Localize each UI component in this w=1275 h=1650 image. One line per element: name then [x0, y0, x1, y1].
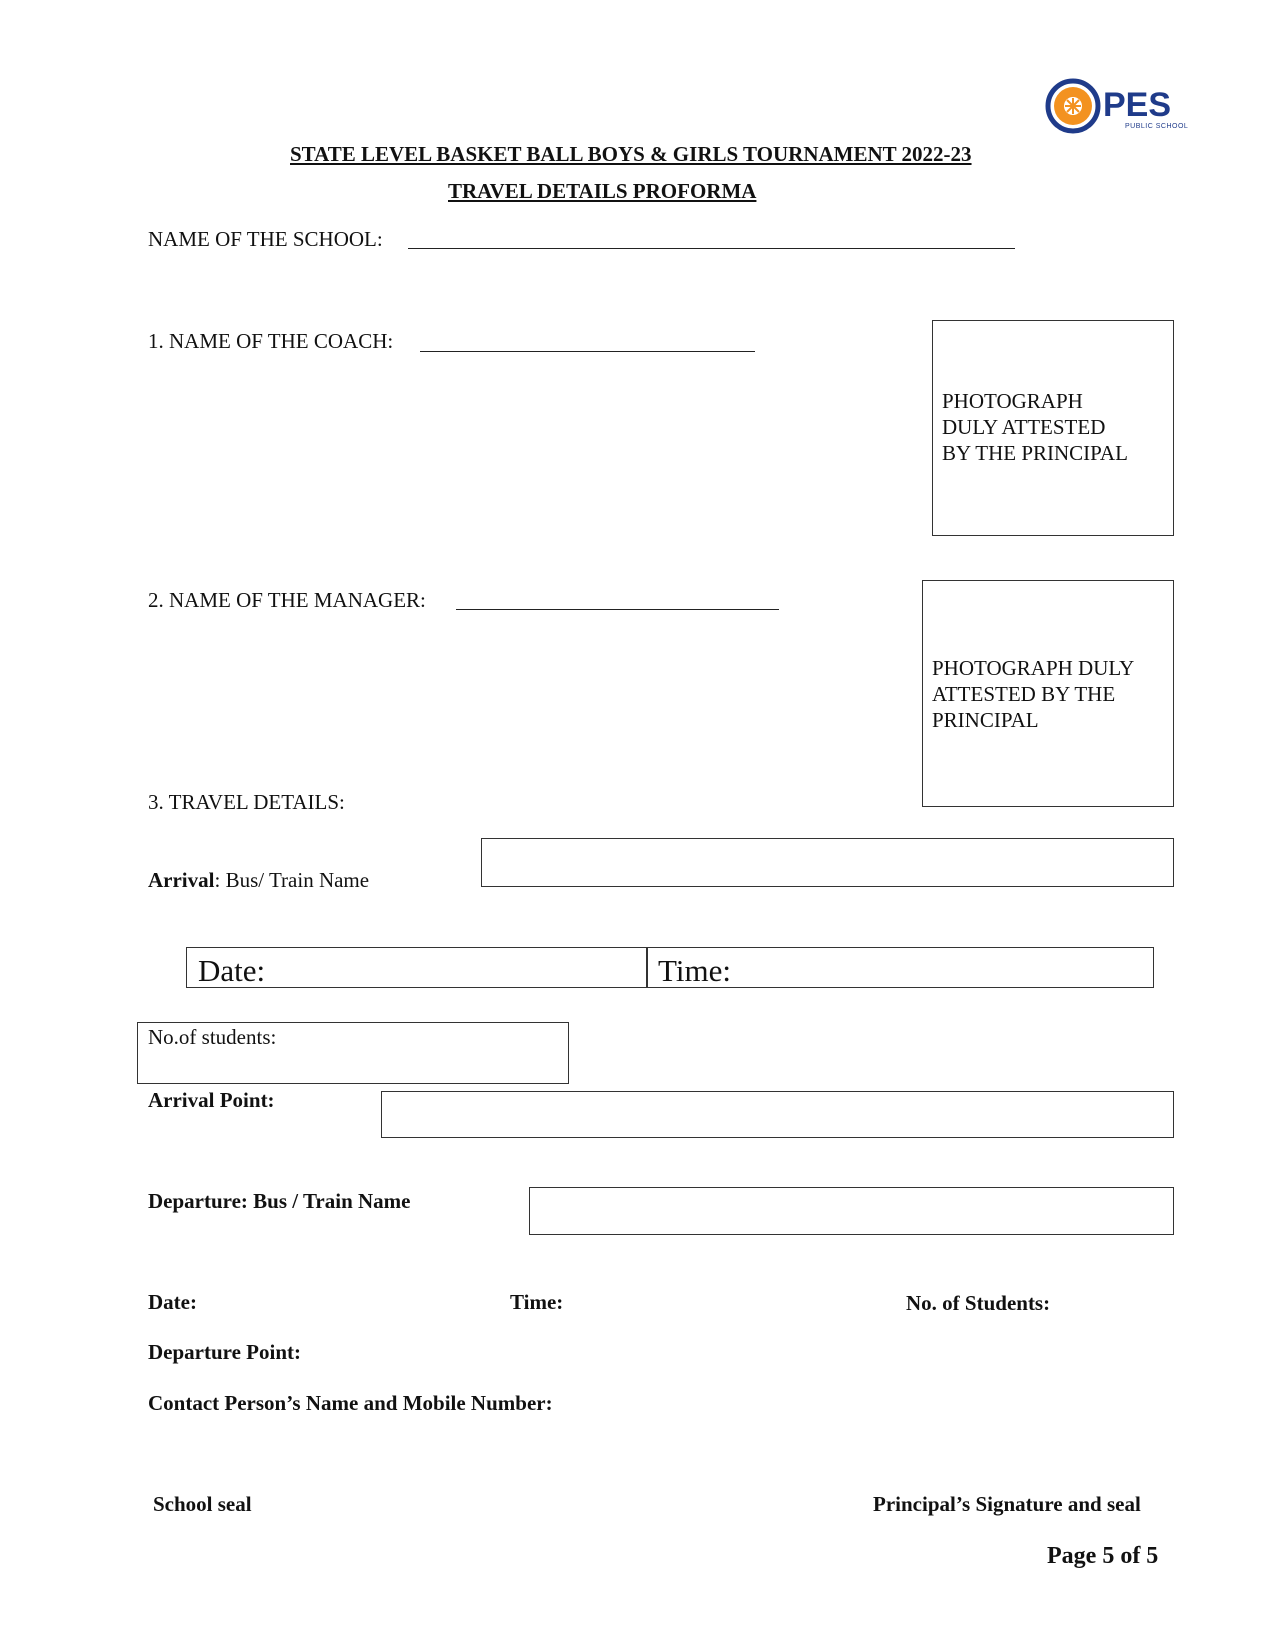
manager-name-field[interactable]: [456, 609, 779, 610]
travel-details-label: 3. TRAVEL DETAILS:: [148, 790, 345, 814]
coach-name-label: 1. NAME OF THE COACH:: [148, 329, 394, 353]
logo-emblem-icon: [1045, 78, 1225, 134]
coach-photo-caption-line: BY THE PRINCIPAL: [942, 441, 1128, 465]
manager-photo-caption: [932, 655, 1134, 733]
arrival-point-label: Arrival Point:: [148, 1088, 275, 1112]
departure-date-label: Date:: [148, 1290, 197, 1314]
manager-photo-caption-line: ATTESTED BY THE: [932, 682, 1116, 706]
arrival-time-field[interactable]: [646, 947, 1154, 988]
arrival-label-bold: Arrival: [148, 868, 215, 892]
svg-text:PUBLIC SCHOOL: PUBLIC SCHOOL: [1125, 123, 1189, 130]
manager-photo-caption-line: PHOTOGRAPH DULY: [932, 656, 1135, 680]
coach-photo-caption-line: PHOTOGRAPH: [942, 389, 1083, 413]
pes-logo: [1045, 78, 1225, 134]
students-count-field[interactable]: [137, 1022, 569, 1084]
contact-person-label: Contact Person’s Name and Mobile Number:: [148, 1391, 553, 1415]
school-name-field[interactable]: [408, 248, 1015, 249]
arrival-date-label: Date:: [198, 953, 266, 988]
manager-photo-caption-line: PRINCIPAL: [932, 708, 1039, 732]
document-subtitle: TRAVEL DETAILS PROFORMA: [448, 179, 757, 203]
document-title: STATE LEVEL BASKET BALL BOYS & GIRLS TOURNAMENT 2022-23: [290, 142, 972, 166]
departure-label: Departure: Bus / Train Name: [148, 1189, 411, 1213]
school-name-label: NAME OF THE SCHOOL:: [148, 227, 383, 251]
departure-time-label: Time:: [510, 1290, 564, 1314]
students-count-label: No.of students:: [148, 1025, 277, 1049]
departure-students-label: No. of Students:: [906, 1291, 1051, 1315]
svg-text:PES: PES: [1103, 86, 1172, 124]
principal-signature-label: Principal’s Signature and seal: [873, 1492, 1141, 1516]
arrival-label-rest: : Bus/ Train Name: [214, 868, 370, 892]
coach-name-field[interactable]: [420, 351, 755, 352]
arrival-label: [148, 870, 369, 891]
manager-photo-box[interactable]: [922, 580, 1174, 807]
school-seal-label: School seal: [153, 1492, 252, 1516]
departure-train-name-field[interactable]: [529, 1187, 1174, 1235]
coach-photo-caption: [942, 388, 1128, 466]
departure-point-label: Departure Point:: [148, 1340, 301, 1364]
page-number: Page 5 of 5: [1047, 1543, 1159, 1569]
arrival-train-name-field[interactable]: [481, 838, 1174, 887]
coach-photo-caption-line: DULY ATTESTED: [942, 415, 1106, 439]
arrival-point-field[interactable]: [381, 1091, 1174, 1138]
arrival-date-field[interactable]: [186, 947, 648, 988]
manager-name-label: 2. NAME OF THE MANAGER:: [148, 588, 426, 612]
arrival-time-label: Time:: [658, 953, 731, 988]
coach-photo-box[interactable]: [932, 320, 1174, 536]
